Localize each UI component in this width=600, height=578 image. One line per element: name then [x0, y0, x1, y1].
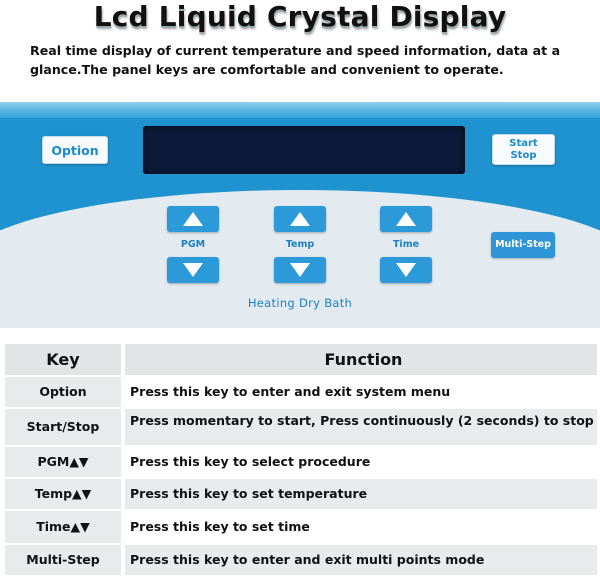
header-key: Key: [5, 344, 123, 375]
temp-down-button[interactable]: [274, 257, 326, 283]
arrow-up-icon: [289, 211, 311, 227]
panel-top-highlight: [0, 102, 600, 118]
table-header-row: [5, 344, 597, 377]
arrow-up-icon: [395, 211, 417, 227]
row-function: Press this key to set time: [130, 519, 310, 534]
pgm-up-button[interactable]: [167, 206, 219, 232]
row-function: Press this key to select procedure: [130, 454, 371, 469]
arrow-down-icon: [289, 262, 311, 278]
time-label: Time: [392, 239, 420, 250]
row-key: Option: [5, 377, 123, 407]
row-function: Press this key to enter and exit system menu: [130, 384, 451, 399]
time-up-button[interactable]: [380, 206, 432, 232]
page-title: Lcd Liquid Crystal Display: [93, 0, 507, 33]
multi-step-button[interactable]: Multi-Step: [491, 232, 555, 258]
table-row: [5, 479, 597, 511]
lcd-display: [143, 126, 465, 174]
start-stop-button[interactable]: [492, 134, 555, 165]
row-function: Press this key to enter and exit multi points mode: [125, 545, 597, 575]
row-function: Press this key to set temperature: [125, 479, 597, 509]
arrow-down-icon: [395, 262, 417, 278]
pgm-down-button[interactable]: [167, 257, 219, 283]
start-label: Start: [509, 138, 538, 149]
table-row: [5, 545, 597, 577]
temp-up-button[interactable]: [274, 206, 326, 232]
key-function-table: [5, 344, 597, 577]
table-row: [5, 447, 597, 479]
table-row: [5, 377, 597, 409]
table-row: [5, 511, 597, 545]
control-panel: [0, 102, 600, 328]
header-function: Function: [125, 344, 597, 375]
row-key: Time▲▼: [5, 511, 123, 543]
temp-label: Temp: [285, 239, 315, 250]
option-button[interactable]: Option: [42, 136, 108, 164]
row-key: Temp▲▼: [5, 479, 123, 509]
pgm-label: PGM: [180, 239, 206, 250]
stop-label: Stop: [510, 150, 537, 161]
row-key: Multi-Step: [5, 545, 123, 575]
page-subtitle: Real time display of current temperature and speed information, data at a glance.The panel keys are comfortable and convenient to operate.: [30, 43, 561, 77]
table-row: [5, 409, 597, 447]
arrow-up-icon: [182, 211, 204, 227]
row-function: Press momentary to start, Press continuously (2 seconds) to stop: [125, 409, 597, 445]
time-down-button[interactable]: [380, 257, 432, 283]
device-name: Heating Dry Bath: [247, 296, 353, 310]
row-key: PGM▲▼: [5, 447, 123, 477]
row-key: Start/Stop: [5, 409, 123, 445]
arrow-down-icon: [182, 262, 204, 278]
